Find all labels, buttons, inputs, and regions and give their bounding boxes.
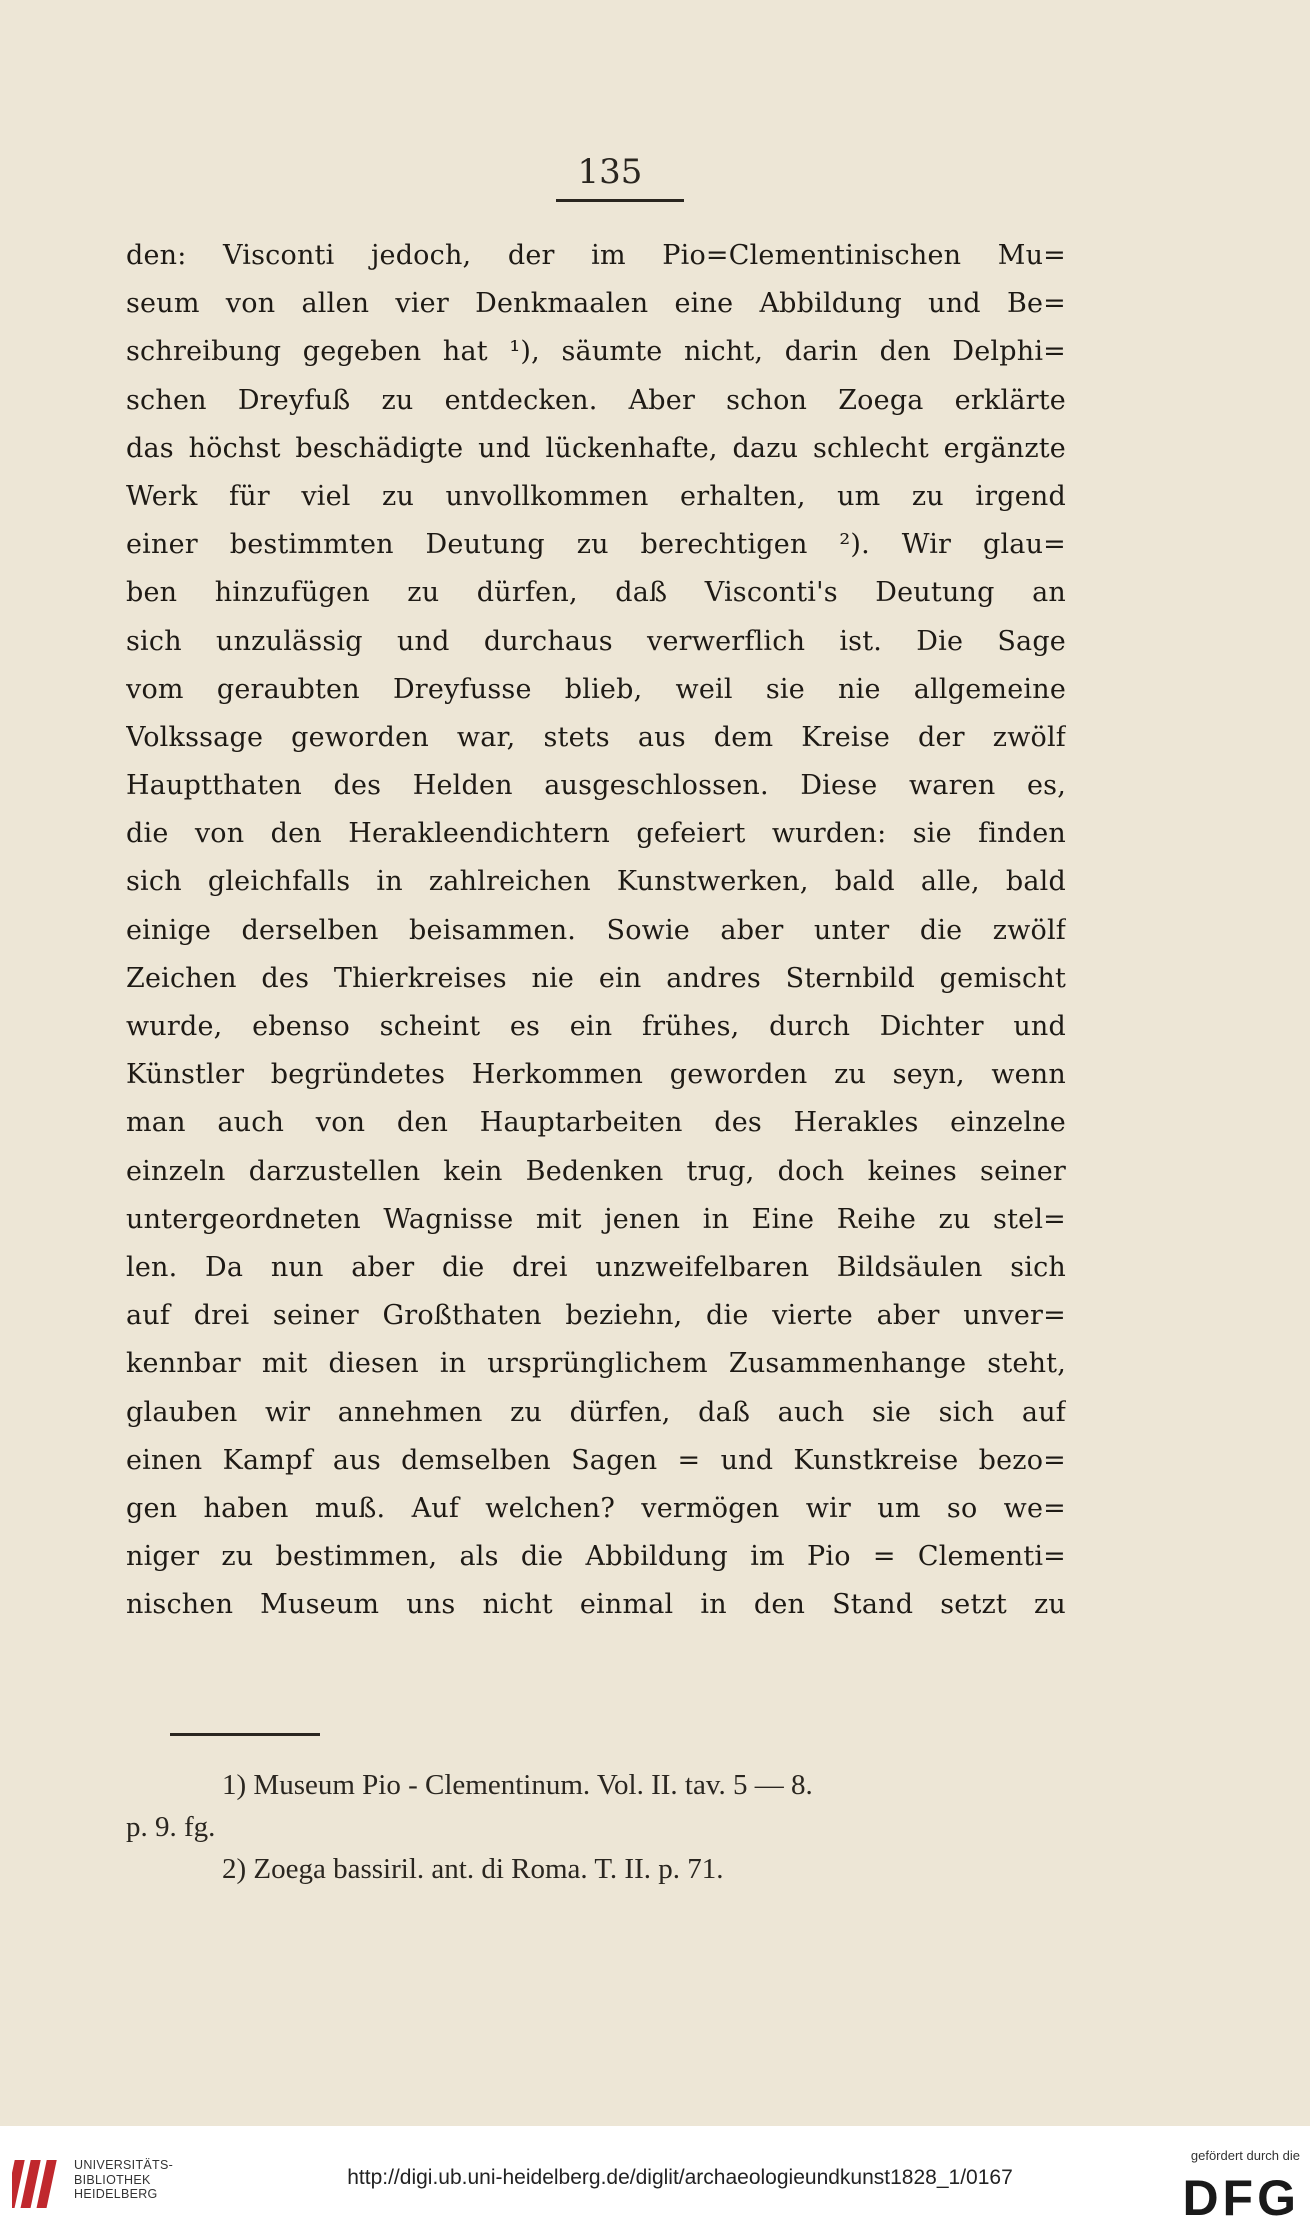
text-line: die von den Herakleendichtern gefeiert wurden: sie finden bbox=[126, 818, 1066, 850]
footnote-2: 2) Zoega bassiril. ant. di Roma. T. II. p. 71. bbox=[222, 1853, 724, 1885]
text-line: sich gleichfalls in zahlreichen Kunstwerken, bald alle, bald bbox=[126, 866, 1066, 898]
body-text bbox=[126, 232, 1066, 1629]
footnote-rule bbox=[170, 1733, 320, 1736]
text-line: man auch von den Hauptarbeiten des Herakles einzelne bbox=[126, 1107, 1066, 1139]
text-line: len. Da nun aber die drei unzweifelbaren Bildsäulen sich bbox=[126, 1251, 1066, 1283]
text-line: seum von allen vier Denkmaalen eine Abbildung und Be= bbox=[126, 288, 1066, 320]
text-line: kennbar mit diesen in ursprünglichem Zusammenhange steht, bbox=[126, 1348, 1066, 1380]
text-line: einige derselben beisammen. Sowie aber unter die zwölf bbox=[126, 914, 1066, 946]
page-number: 135 bbox=[577, 152, 643, 192]
text-line: wurde, ebenso scheint es ein frühes, durch Dichter und bbox=[126, 1011, 1066, 1042]
text-line: gen haben muß. Auf welchen? vermögen wir um so we= bbox=[126, 1492, 1066, 1524]
institution-line: UNIVERSITÄTS- bbox=[74, 2158, 174, 2172]
text-line: einen Kampf aus demselben Sagen = und Kunstkreise bezo= bbox=[126, 1444, 1066, 1476]
text-line: schreibung gegeben hat ¹), säumte nicht, darin den Delphi= bbox=[126, 336, 1066, 368]
text-line: Volkssage geworden war, stets aus dem Kreise der zwölf bbox=[126, 721, 1066, 753]
page-number-rule bbox=[556, 199, 684, 202]
permalink-url[interactable]: http://digi.ub.uni-heidelberg.de/diglit/archaeologieundkunst1828_1/0167 bbox=[347, 2166, 1013, 2189]
text-line: glauben wir annehmen zu dürfen, daß auch sie sich auf bbox=[126, 1396, 1066, 1428]
institution-line: BIBLIOTHEK bbox=[74, 2172, 151, 2187]
text-line: vom geraubten Dreyfusse blieb, weil sie nie allgemeine bbox=[126, 673, 1066, 705]
institution-line: HEIDELBERG bbox=[74, 2187, 158, 2201]
text-line: Künstler begründetes Herkommen geworden zu seyn, wenn bbox=[126, 1059, 1066, 1091]
text-line: Zeichen des Thierkreises nie ein andres Sternbild gemischt bbox=[126, 962, 1066, 994]
text-line: ben hinzufügen zu dürfen, daß Visconti's Deutung an bbox=[126, 577, 1066, 609]
text-line: schen Dreyfuß zu entdecken. Aber schon Zoega erklärte bbox=[126, 384, 1066, 416]
university-seal-icon bbox=[12, 2154, 66, 2214]
text-line: sich unzulässig und durchaus verwerflich ist. Die Sage bbox=[126, 625, 1066, 657]
text-line: auf drei seiner Großthaten beziehn, die vierte aber unver= bbox=[126, 1300, 1066, 1332]
text-line: niger zu bestimmen, als die Abbildung im Pio = Clementi= bbox=[126, 1541, 1066, 1573]
viewer-footer bbox=[0, 2126, 1310, 2236]
text-line: das höchst beschädigte und lückenhafte, dazu schlecht ergänzte bbox=[126, 432, 1066, 464]
text-line: einzeln darzustellen kein Bedenken trug, doch keines seiner bbox=[126, 1155, 1066, 1187]
footnote-1: 1) Museum Pio - Clementinum. Vol. II. tav. 5 — 8. bbox=[222, 1769, 813, 1801]
text-line: einer bestimmten Deutung zu berechtigen ²). Wir glau= bbox=[126, 529, 1066, 561]
text-line: Werk für viel zu unvollkommen erhalten, um zu irgend bbox=[126, 480, 1066, 512]
funded-by-label: gefördert durch die bbox=[1190, 2148, 1300, 2163]
text-line: Hauptthaten des Helden ausgeschlossen. Diese waren es, bbox=[126, 770, 1066, 802]
text-line: den: Visconti jedoch, der im Pio=Clementinischen Mu= bbox=[126, 240, 1066, 271]
text-line: nischen Museum uns nicht einmal in den Stand setzt zu bbox=[126, 1589, 1066, 1621]
footnote-1-continuation: p. 9. fg. bbox=[126, 1811, 216, 1843]
text-line: untergeordneten Wagnisse mit jenen in Eine Reihe zu stel= bbox=[126, 1203, 1066, 1235]
dfg-logo: DFG bbox=[1182, 2170, 1300, 2226]
institution-name bbox=[74, 2158, 234, 2202]
footnotes bbox=[126, 1764, 1066, 1890]
